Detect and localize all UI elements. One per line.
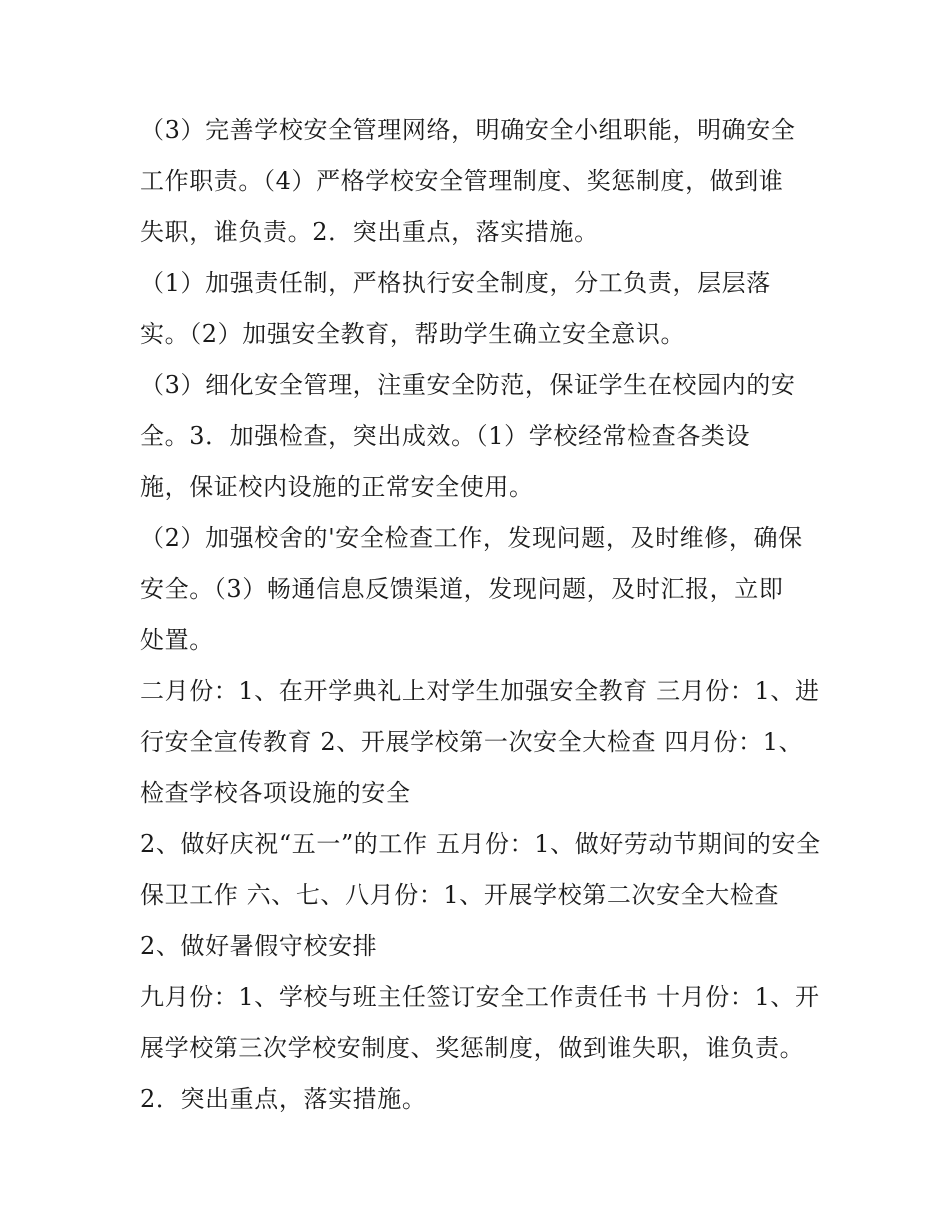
text-line: 2、做好庆祝“五一”的工作 五月份：1、做好劳动节期间的安全 <box>140 830 821 858</box>
text-line: 2．突出重点，落实措施。 <box>140 1085 427 1113</box>
text-line: 全。3．加强检查，突出成效。（1）学校经常检查各类设 <box>140 422 751 450</box>
text-line: 工作职责。（4）严格学校安全管理制度、奖惩制度，做到谁 <box>140 167 784 195</box>
text-line: （3）细化安全管理，注重安全防范，保证学生在校园内的安 <box>140 371 796 399</box>
text-line: 安全。（3）畅通信息反馈渠道，发现问题，及时汇报，立即 <box>140 575 784 603</box>
text-line: （1）加强责任制，严格执行安全制度，分工负责，层层落 <box>140 269 771 297</box>
text-line: （2）加强校舍的'安全检查工作，发现问题，及时维修，确保 <box>140 524 803 552</box>
text-line: 实。（2）加强安全教育，帮助学生确立安全意识。 <box>140 320 686 348</box>
document-body <box>140 105 820 1125</box>
text-line: 失职，谁负责。2．突出重点，落实措施。 <box>140 218 599 246</box>
text-line: 2、做好暑假守校安排 <box>140 932 378 960</box>
text-line: 检查学校各项设施的安全 <box>140 779 411 807</box>
text-line: 二月份：1、在开学典礼上对学生加强安全教育 三月份：1、进 <box>140 677 820 705</box>
text-line: 处置。 <box>140 626 214 654</box>
text-line: 施，保证校内设施的正常安全使用。 <box>140 473 534 501</box>
text-line: 九月份：1、学校与班主任签订安全工作责任书 十月份：1、开 <box>140 983 820 1011</box>
text-line: 行安全宣传教育 2、开展学校第一次安全大检查 四月份：1、 <box>140 728 804 756</box>
text-line: （3）完善学校安全管理网络，明确安全小组职能，明确安全 <box>140 116 796 144</box>
text-line: 保卫工作 六、七、八月份：1、开展学校第二次安全大检查 <box>140 881 780 909</box>
text-line: 展学校第三次学校安制度、奖惩制度，做到谁失职，谁负责。 <box>140 1034 805 1062</box>
